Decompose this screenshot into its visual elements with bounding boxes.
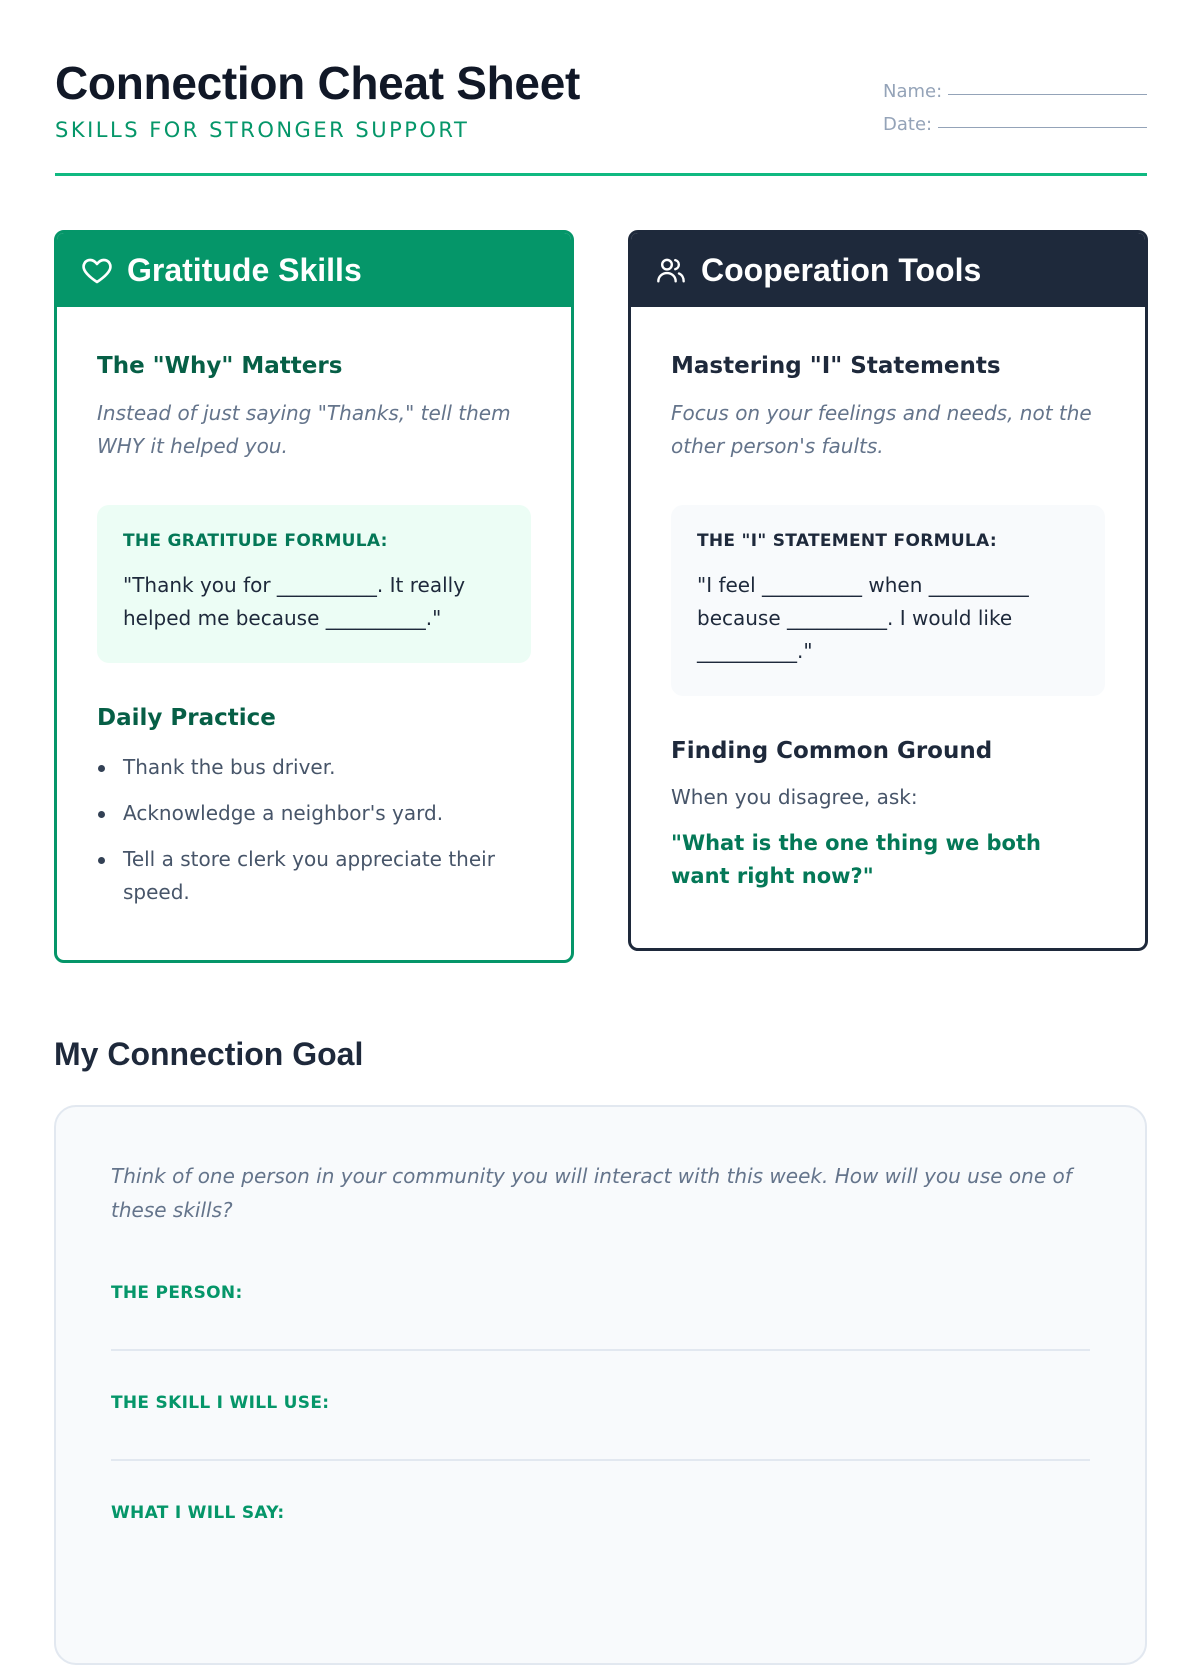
person-field[interactable] [111, 1281, 1090, 1351]
gratitude-card-header [57, 233, 571, 307]
gratitude-heading: Gratitude Skills [127, 252, 362, 288]
cooperation-heading: Cooperation Tools [701, 252, 982, 288]
people-icon [655, 254, 687, 286]
i-statements-title: Mastering "I" Statements [671, 353, 1001, 379]
page-header [55, 55, 1147, 178]
date-line [938, 127, 1147, 128]
cooperation-card [628, 230, 1148, 951]
practice-item: Thank the bus driver. [97, 751, 531, 784]
common-ground-text: When you disagree, ask: [671, 785, 918, 809]
i-statement-formula-box [671, 505, 1105, 696]
gratitude-formula-box [97, 505, 531, 663]
why-title: The "Why" Matters [97, 353, 343, 379]
name-label: Name: [883, 81, 943, 102]
practice-item: Acknowledge a neighbor's yard. [97, 797, 531, 830]
practice-item: Tell a store clerk you appreciate their speed. [97, 843, 531, 909]
person-label: THE PERSON: [111, 1283, 243, 1303]
i-statement-formula-label: THE "I" STATEMENT FORMULA: [697, 531, 997, 551]
i-statement-formula-text: "I feel __________ when __________ because __________. I would like __________." [697, 573, 1029, 663]
gratitude-card-body [57, 307, 571, 909]
goal-prompt: Think of one person in your community you will interact with this week. How will you use one of these skills? [111, 1164, 1072, 1222]
header-divider [55, 173, 1147, 176]
gratitude-card [54, 230, 574, 963]
skill-label: THE SKILL I WILL USE: [111, 1393, 330, 1413]
practice-list [97, 751, 531, 909]
date-field[interactable] [883, 102, 1147, 135]
page-subtitle: SKILLS FOR STRONGER SUPPORT [55, 118, 470, 142]
why-text: Instead of just saying "Thanks," tell them WHY it helped you. [97, 401, 511, 458]
goal-box [54, 1105, 1147, 1665]
cooperation-card-body [631, 307, 1145, 893]
page-title: Connection Cheat Sheet [55, 57, 581, 109]
i-statements-text: Focus on your feelings and needs, not the other person's faults. [671, 401, 1092, 458]
say-label: WHAT I WILL SAY: [111, 1503, 285, 1523]
gratitude-formula-text: "Thank you for __________. It really helped me because __________." [123, 573, 466, 630]
gratitude-formula-label: THE GRATITUDE FORMULA: [123, 531, 388, 551]
cooperation-card-header [631, 233, 1145, 307]
common-ground-title: Finding Common Ground [671, 738, 993, 764]
date-label: Date: [883, 114, 933, 135]
name-date-block [883, 69, 1147, 135]
heart-icon [81, 254, 113, 286]
common-ground-quote: "What is the one thing we both want right now?" [671, 831, 1041, 888]
goal-title: My Connection Goal [54, 1036, 364, 1072]
practice-title: Daily Practice [97, 705, 276, 731]
name-field[interactable] [883, 69, 1147, 102]
skill-field[interactable] [111, 1391, 1090, 1461]
say-field[interactable] [111, 1501, 1090, 1525]
name-line [948, 94, 1147, 95]
